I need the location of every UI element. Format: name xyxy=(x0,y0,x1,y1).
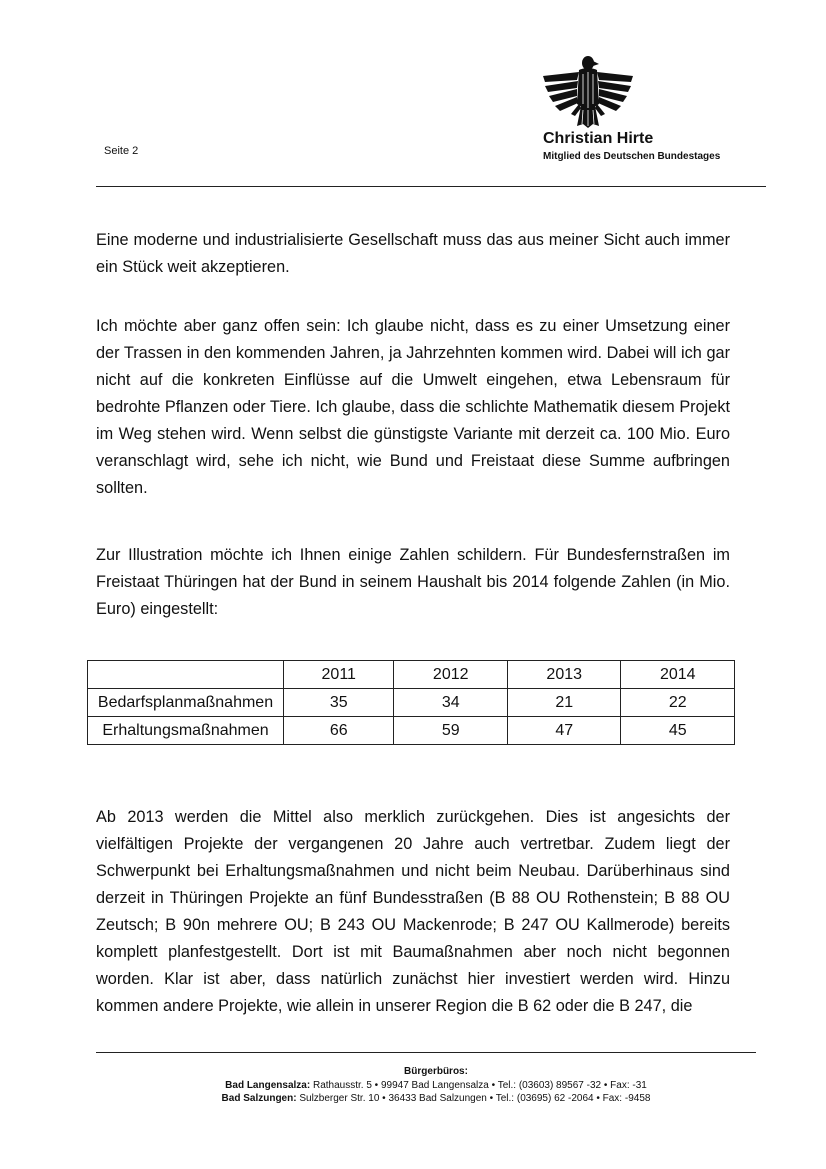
office-details: Rathausstr. 5 • 99947 Bad Langensalza • Tel.: (03603) 89567 -32 • Fax: -31 xyxy=(312,1080,647,1091)
footer-title: Bürgerbüros: xyxy=(404,1066,468,1077)
budget-table xyxy=(87,660,735,745)
table-row xyxy=(88,689,735,717)
table-row xyxy=(88,717,735,745)
table-cell: 66 xyxy=(284,717,394,745)
paragraph-4: Ab 2013 werden die Mittel also merklich zurückgehen. Dies ist angesichts der vielfältigen Projekte der vergangenen 20 Jahre auch vertretbar. Zudem liegt der Schwerpunkt bei Erhaltungsmaßnahmen und nicht beim Neubau. Darüberhinaus sind derzeit in Thüringen Projekte an fünf Bundesstraßen (B 88 OU Rothenstein; B 88 OU Zeutsch; B 90n mehrere OU; B 243 OU Mackenrode; B 247 OU Kallmerode) bereits komplett planfestgestellt. Dort ist mit Baumaßnahmen aber noch nicht begonnen worden. Klar ist aber, dass natürlich zunächst hier investiert werden wird. Hinzu kommen andere Projekte, wie allein in unserer Region die B 62 oder die B 247, die xyxy=(96,808,730,1015)
page-number: Seite 2 xyxy=(104,145,139,157)
row-label: Erhaltungsmaßnahmen xyxy=(88,717,284,745)
paragraph-2: Ich möchte aber ganz offen sein: Ich glaube nicht, dass es zu einer Umsetzung einer der Trassen in den kommenden Jahren, ja Jahrzehnten kommen wird. Dabei will ich gar nicht auf die konkreten Einflüsse auf die Umwelt eingehen, etwa Lebensraum für bedrohte Pflanzen oder Tiere. Ich glaube, dass die schlichte Mathematik diesem Projekt im Weg stehen wird. Wenn selbst die günstigste Variante mit derzeit ca. 100 Mio. Euro veranschlagt wird, sehe ich nicht, wie Bund und Freistaat diese Summe aufbringen sollten. xyxy=(96,317,730,497)
paragraph-1: Eine moderne und industrialisierte Gesellschaft muss das aus meiner Sicht auch immer ein Stück weit akzeptieren. xyxy=(96,231,730,276)
table-cell: 34 xyxy=(394,689,508,717)
table-cell: 59 xyxy=(394,717,508,745)
table-cell: 35 xyxy=(284,689,394,717)
member-title: Mitglied des Deutschen Bundestages xyxy=(543,151,721,162)
table-corner-cell xyxy=(88,661,284,689)
office-name: Bad Salzungen: xyxy=(221,1093,297,1104)
table-cell: 21 xyxy=(507,689,621,717)
office-name: Bad Langensalza: xyxy=(225,1080,311,1091)
year-header: 2012 xyxy=(394,661,508,689)
row-label: Bedarfsplanmaßnahmen xyxy=(88,689,284,717)
office-details: Sulzberger Str. 10 • 36433 Bad Salzungen • Tel.: (03695) 62 -2064 • Fax: -9458 xyxy=(299,1093,651,1104)
table-header-row xyxy=(88,661,735,689)
footer-divider xyxy=(96,1052,756,1053)
year-header: 2013 xyxy=(507,661,621,689)
paragraph-3: Zur Illustration möchte ich Ihnen einige Zahlen schildern. Für Bundesfernstraßen im Freistaat Thüringen hat der Bund in seinem Haushalt bis 2014 folgende Zahlen (in Mio. Euro) eingestellt: xyxy=(96,546,730,618)
office-langensalza xyxy=(96,1080,776,1092)
member-name: Christian Hirte xyxy=(543,130,654,147)
table-cell: 47 xyxy=(507,717,621,745)
year-header: 2011 xyxy=(284,661,394,689)
header-divider xyxy=(96,186,766,187)
year-header: 2014 xyxy=(621,661,735,689)
table-cell: 22 xyxy=(621,689,735,717)
office-salzungen xyxy=(96,1093,776,1105)
federal-eagle-icon xyxy=(541,54,635,130)
table-cell: 45 xyxy=(621,717,735,745)
